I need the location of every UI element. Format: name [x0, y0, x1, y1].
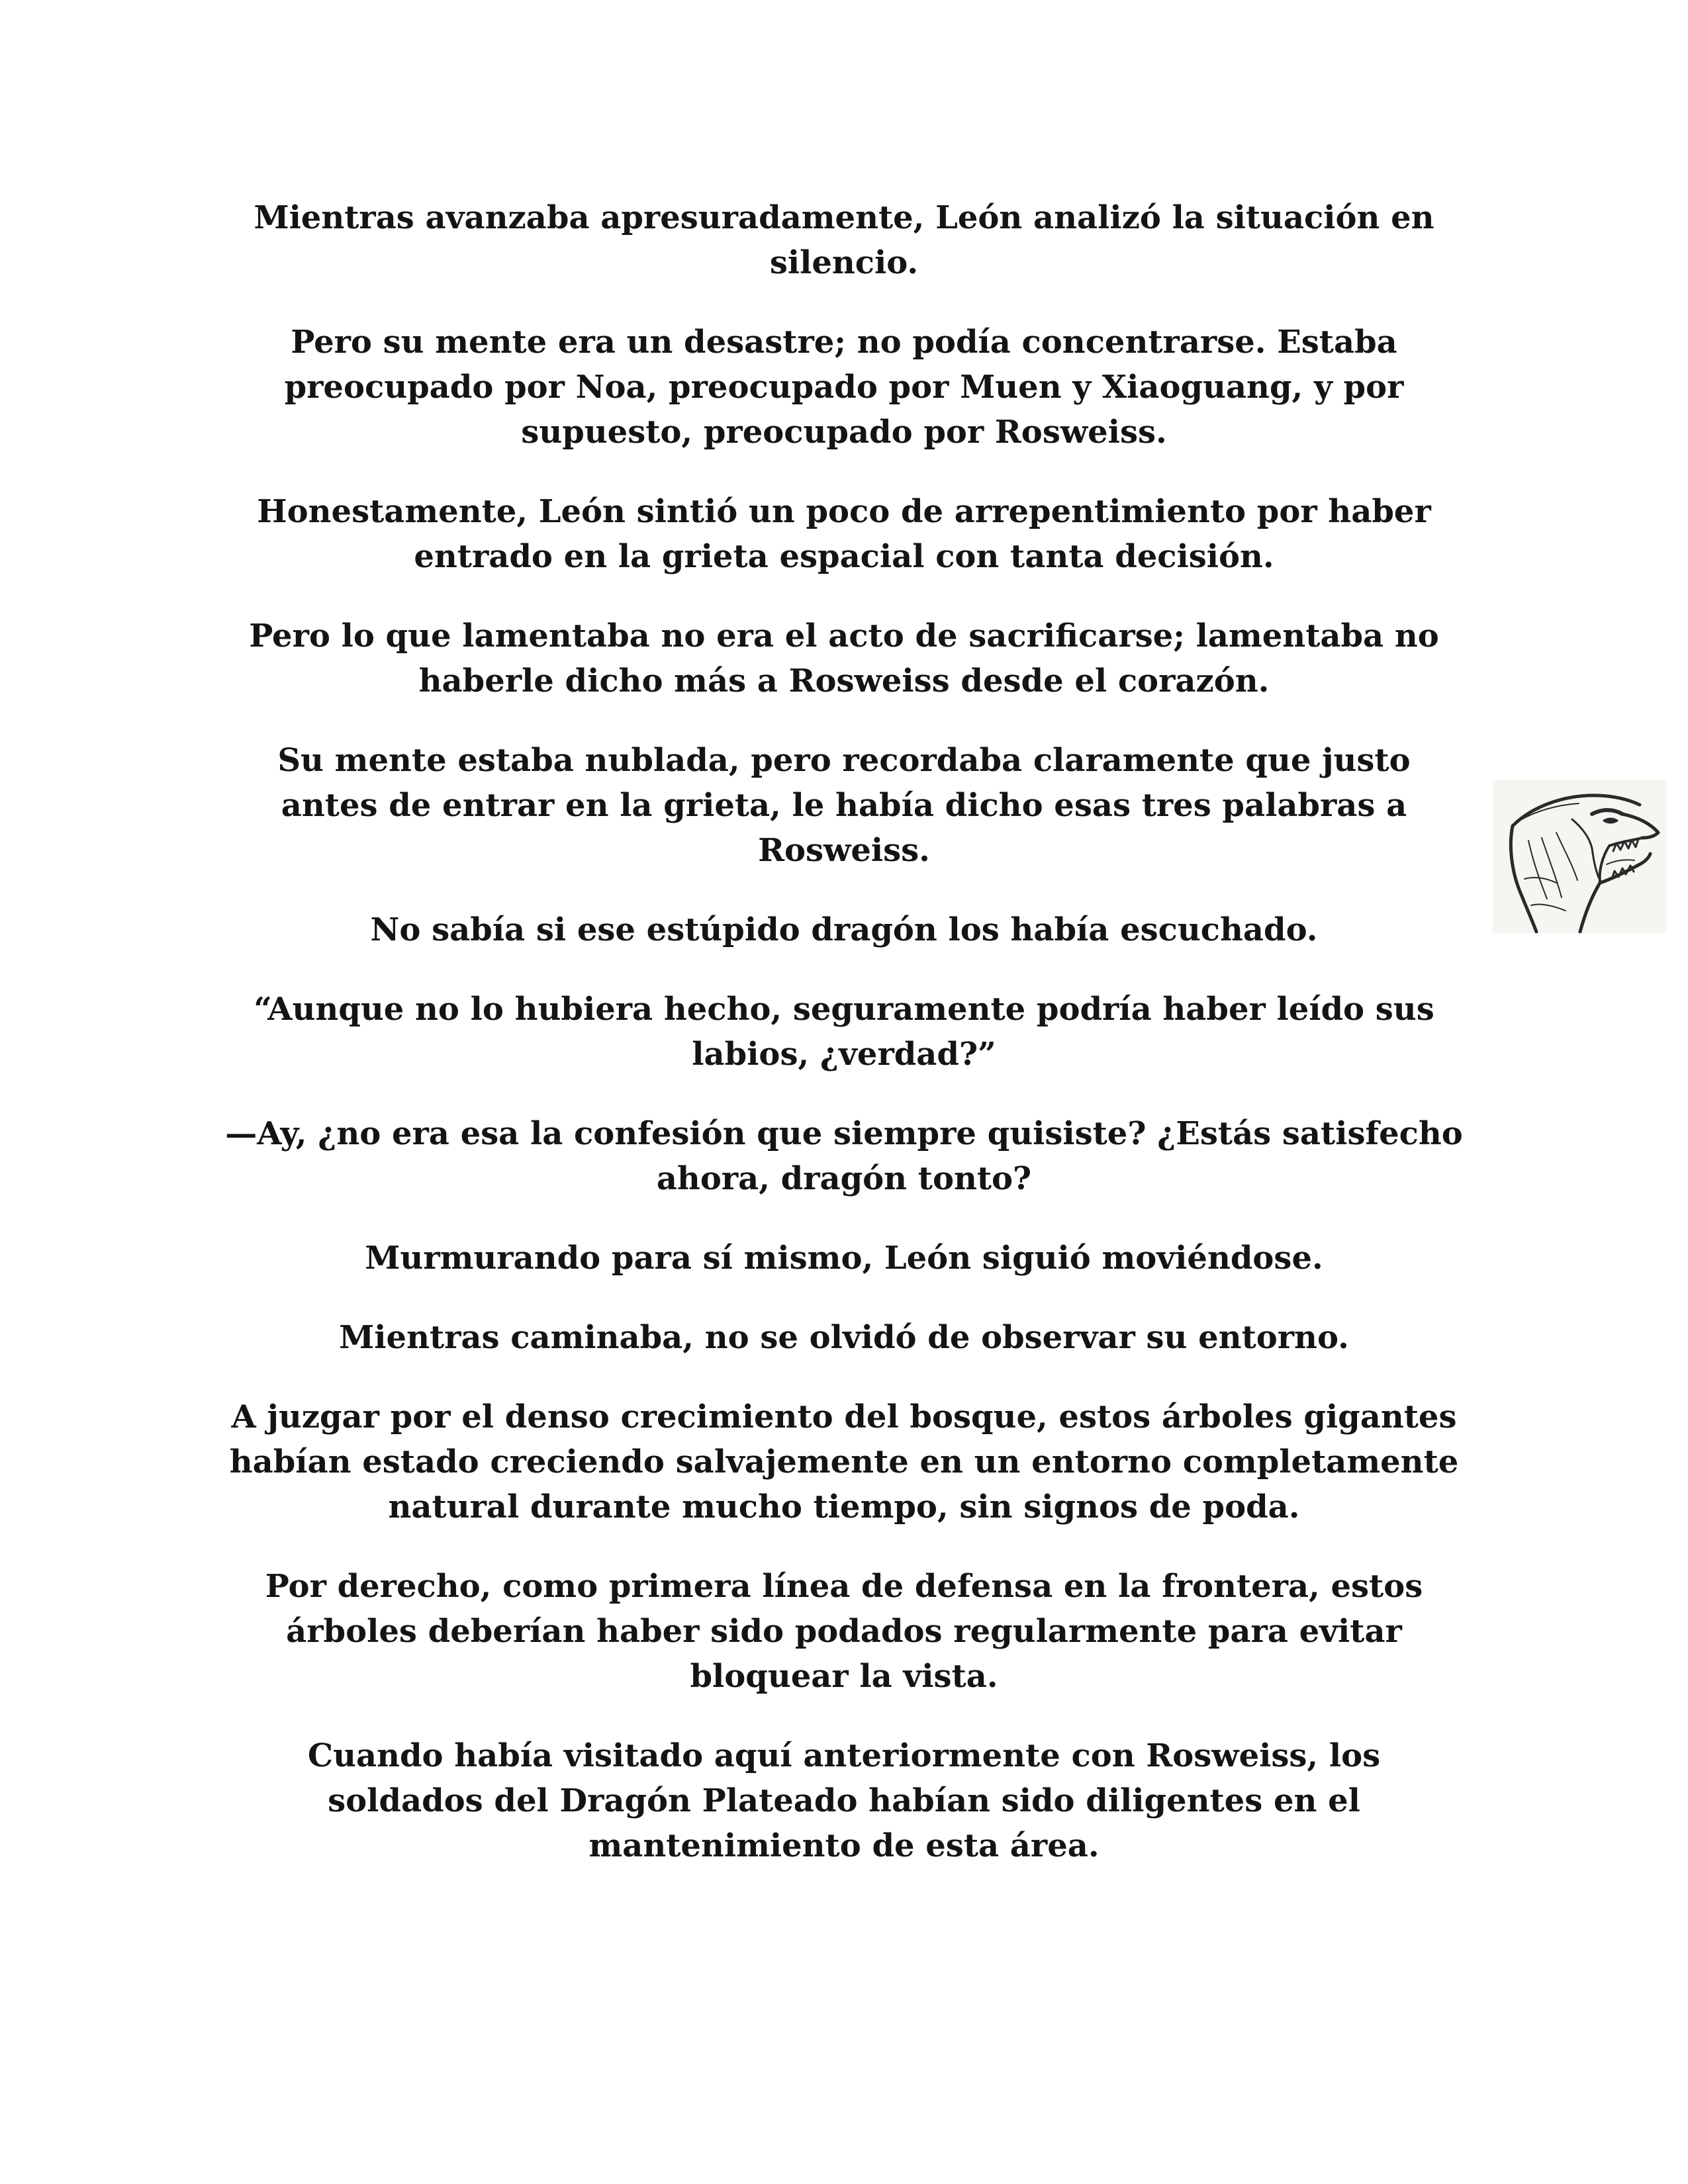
paragraph-12: Por derecho, como primera línea de defensa en la frontera, estos árboles deberían haber sido podados regularmente para evitar bloquear la vista. [265, 1568, 1423, 1695]
paragraph-8: —Ay, ¿no era esa la confesión que siempre quisiste? ¿Estás satisfecho ahora, dragón tonto? [225, 1115, 1463, 1197]
paragraph-13: Cuando había visitado aquí anteriormente con Rosweiss, los soldados del Dragón Plateado habían sido diligentes en el mantenimiento de esta área. [307, 1737, 1381, 1864]
paragraph-11: A juzgar por el denso crecimiento del bosque, estos árboles gigantes habían estado creciendo salvajemente en un entorno completamente natural durante mucho tiempo, sin signos de poda. [229, 1398, 1459, 1525]
paragraph-10: Mientras caminaba, no se olvidó de observar su entorno. [339, 1319, 1349, 1356]
body-text [225, 195, 1463, 1903]
paragraph-3: Honestamente, León sintió un poco de arrepentimiento por haber entrado en la grieta espacial con tanta decisión. [257, 493, 1431, 575]
paragraph-6: No sabía si ese estúpido dragón los había escuchado. [370, 911, 1318, 948]
dragon-head-sketch-icon [1493, 780, 1666, 933]
paragraph-2: Pero su mente era un desastre; no podía concentrarse. Estaba preocupado por Noa, preocupado por Muen y Xiaoguang, y por supuesto, preocupado por Rosweiss. [284, 324, 1404, 451]
paragraph-1: Mientras avanzaba apresuradamente, León analizó la situación en silencio. [254, 199, 1434, 281]
paragraph-9: Murmurando para sí mismo, León siguió moviéndose. [365, 1240, 1323, 1277]
paragraph-5: Su mente estaba nublada, pero recordaba claramente que justo antes de entrar en la grieta, le había dicho esas tres palabras a Rosweiss. [277, 742, 1411, 869]
paragraph-4: Pero lo que lamentaba no era el acto de sacrificarse; lamentaba no haberle dicho más a Rosweiss desde el corazón. [249, 617, 1439, 700]
paragraph-7: “Aunque no lo hubiera hecho, seguramente podría haber leído sus labios, ¿verdad?” [254, 991, 1434, 1073]
